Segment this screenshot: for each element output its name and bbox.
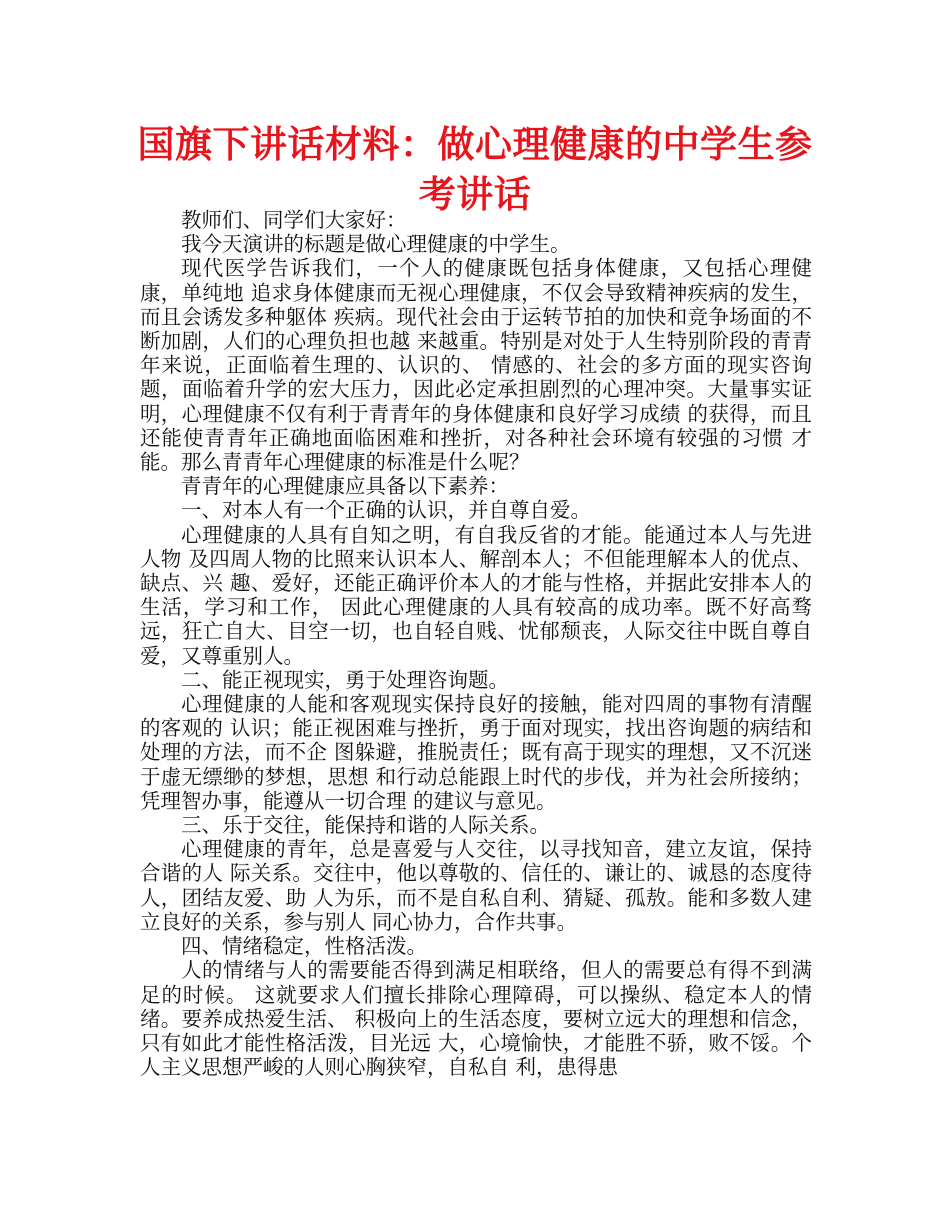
greeting-paragraph: 教师们、同学们大家好： bbox=[181, 208, 407, 232]
section-body-2: 心理健康的人能和客观现实保持良好的接触，能对四周的事物有清醒的客观的 认识；能正视困难与挫折，勇于面对现实，找出咨询题的病结和处理的方法，而不企 图躲避，推脱责任；既有高于现实的理想，又不沉迷于虚无缥缈的梦想，思想 和行动总能跟上时代的步伐，并为社会所接纳；凭理智办事，能遵从一切合理 的建议与意见。 bbox=[140, 692, 812, 813]
qualities-intro-paragraph: 青青年的心理健康应具备以下素养： bbox=[181, 474, 509, 499]
section-body-1: 心理健康的人具有自知之明，有自我反省的才能。能通过本人与先进人物 及四周人物的比照来认识本人、解剖本人；不但能理解本人的优点、缺点、兴 趣、爱好，还能正确评价本人的才能与性格，并据此安排本人的生活，学习和工作， 因此心理健康的人具有较高的成功率。既不好高骛远，狂亡自大、目空一切，也自轻自贱、忧郁颓丧，人际交往中既自尊自爱，又尊重别人。 bbox=[140, 522, 812, 668]
topic-paragraph: 我今天演讲的标题是做心理健康的中学生。 bbox=[181, 232, 571, 257]
section-heading-4: 四、情绪稳定，性格活泼。 bbox=[181, 934, 427, 959]
section-body-4: 人的情绪与人的需要能否得到满足相联络，但人的需要总有得不到满足的时候。 这就要求人们擅长排除心理障碍，可以操纵、稳定本人的情绪。要养成热爱生活、 积极向上的生活态度，要树立远大的理想和信念，只有如此才能性格活泼，目光远 大，心境愉快，才能胜不骄，败不馁。个人主义思想严峻的人则心胸狭窄，自私自 利，患得患 bbox=[140, 958, 812, 1080]
intro-paragraph: 现代医学告诉我们，一个人的健康既包括身体健康，又包括心理健康，单纯地 追求身体健康而无视心理健康，不仅会导致精神疾病的发生，而且会诱发多种躯体 疾病。现代社会由于运转节拍的加快和竞争场面的不断加剧，人们的心理负担也越 来越重。特别是对处于人生特别阶段的青青年来说，正面临着生理的、认识的、 情感的、社会的多方面的现实咨询题，面临着升学的宏大压力，因此必定承担剧烈的心理冲突。大量事实证明，心理健康不仅有利于青青年的身体健康和良好学习成绩 的获得，而且还能使青青年正确地面临困难和挫折，对各种社会环境有较强的习惯 才能。那么青青年心理健康的标准是什么呢？ bbox=[140, 256, 812, 475]
section-heading-3: 三、乐于交往，能保持和谐的人际关系。 bbox=[181, 813, 550, 838]
section-body-3: 心理健康的青年，总是喜爱与人交往，以寻找知音，建立友谊，保持合谐的人 际关系。交往中，他以尊敬的、信任的、谦让的、诚恳的态度待人，团结友爱、助 人为乐，而不是自私自利、猜疑、孤敖。能和多数人建立良好的关系，参与别人 同心协力，合作共事。 bbox=[140, 837, 812, 934]
section-heading-1: 一、对本人有一个正确的认识，并自尊自爱。 bbox=[181, 498, 591, 523]
document-body bbox=[140, 208, 812, 1079]
document-title: 国旗下讲话材料：做心理健康的中学生参考讲话 bbox=[137, 123, 813, 216]
section-heading-2: 二、能正视现实，勇于处理咨询题。 bbox=[181, 667, 509, 692]
